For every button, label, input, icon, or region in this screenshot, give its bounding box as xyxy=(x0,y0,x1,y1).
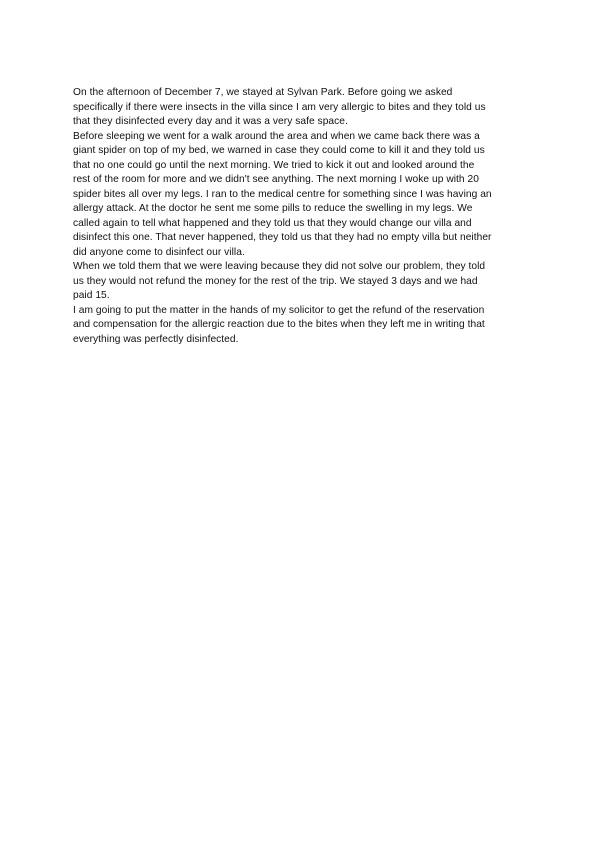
text-line: specifically if there were insects in the villa since I am very allergic to bites and they told us xyxy=(73,101,486,113)
text-line: On the afternoon of December 7, we stayed at Sylvan Park. Before going we asked xyxy=(73,87,453,98)
text-line: Before sleeping we went for a walk around the area and when we came back there was a xyxy=(73,130,480,142)
text-line: rest of the room for more and we didn't see anything. The next morning I woke up with 20 xyxy=(73,174,479,185)
text-line: When we told them that we were leaving because they did not solve our problem, they told xyxy=(73,261,486,272)
text-line: did anyone come to disinfect our villa. xyxy=(73,246,245,258)
text-line: disinfect this one. That never happened, they told us that they had no empty villa but neither xyxy=(73,232,492,243)
text-line: everything was perfectly disinfected. xyxy=(73,333,239,345)
complaint-text xyxy=(73,86,533,347)
text-line: called again to tell what happened and they told us that they would change our villa and xyxy=(73,217,472,229)
text-line: us they would not refund the money for the rest of the trip. We stayed 3 days and we had xyxy=(73,275,478,287)
text-line: paid 15. xyxy=(73,290,110,301)
text-line: spider bites all over my legs. I ran to the medical centre for something since I was having an xyxy=(73,188,492,200)
text-line: that no one could go until the next morning. We tried to kick it out and looked around the xyxy=(73,159,475,171)
text-line: I am going to put the matter in the hands of my solicitor to get the refund of the reservation xyxy=(73,304,485,316)
text-line: giant spider on top of my bed, we warned in case they could come to kill it and they told us xyxy=(73,145,485,156)
text-line: that they disinfected every day and it was a very safe space. xyxy=(73,116,348,127)
text-line: allergy attack. At the doctor he sent me some pills to reduce the swelling in my legs. We xyxy=(73,203,473,214)
text-line: and compensation for the allergic reaction due to the bites when they left me in writing that xyxy=(73,319,485,330)
